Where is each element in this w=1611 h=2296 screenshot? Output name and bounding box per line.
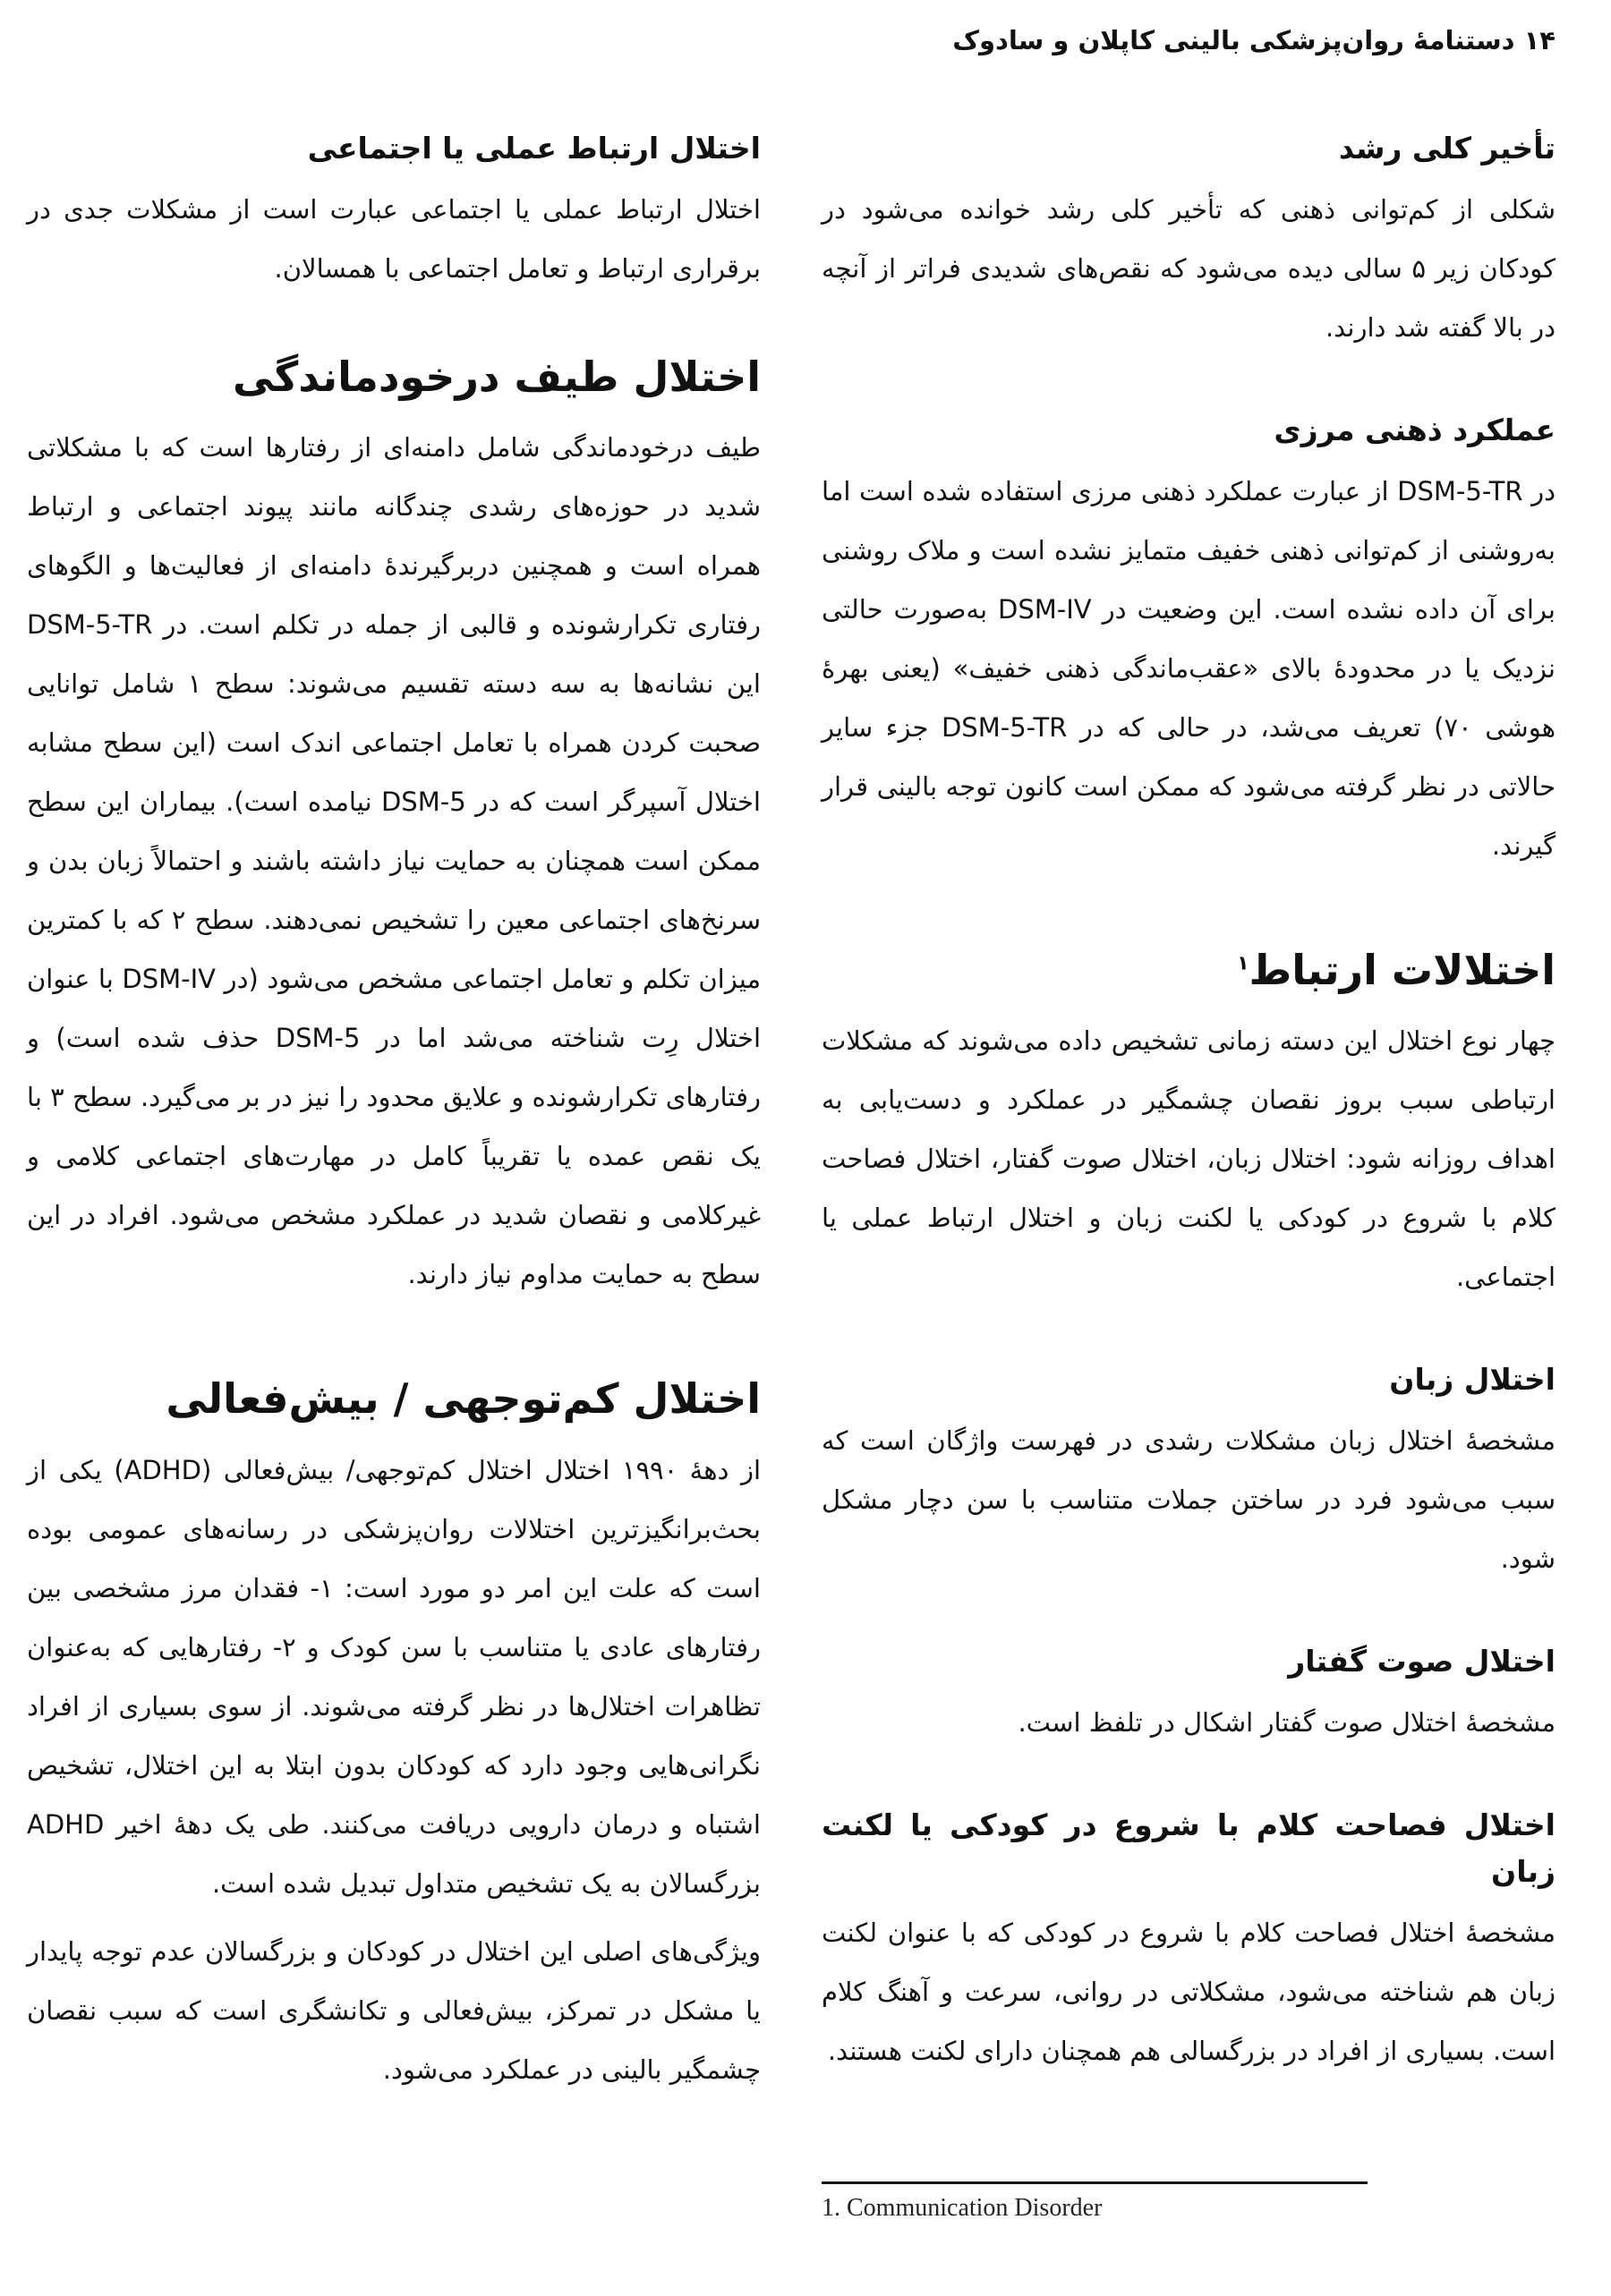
section-heading: اختلال ارتباط عملی یا اجتماعی [307, 131, 761, 166]
footnote: 1. Communication Disorder [822, 2194, 1103, 2222]
section-heading: عملکرد ذهنی مرزی [1274, 412, 1556, 447]
section-speech-sound-disorder [822, 1638, 1556, 1752]
section-main-heading: اختلال طیف درخودماندگی [232, 352, 761, 401]
section-paragraph: مشخصهٔ اختلال زبان مشکلات رشدی در فهرست واژگان است که سبب می‌شود فرد در ساختن جملات متناسب با سن دچار مشکل شود. [822, 1424, 1556, 1574]
heading-text: اختلالات ارتباط [1249, 945, 1556, 994]
section-paragraph: چهار نوع اختلال این دسته زمانی تشخیص داده می‌شوند که مشکلات ارتباطی سبب بروز نقصان چشمگیر در عملکرد و دست‌یابی به اهداف روزانه شود: اختلال زبان، اختلال صوت گفتار، اختلال فصاحت کلام با شروع در کودکی یا لکنت زبان و اختلال ارتباط عملی یا اجتماعی. [822, 1025, 1556, 1292]
section-borderline-intellectual-functioning [822, 407, 1556, 875]
section-autism-spectrum-disorder [27, 348, 761, 1304]
section-paragraph: طیف درخودماندگی شامل دامنه‌ای از رفتارها است که با مشکلاتی شدید در حوزه‌های رشدی چندگانه مانند پیوند اجتماعی و ارتباط همراه است و همچنین دربرگیرندهٔ دامنه‌ای از فعالیت‌ها و الگوهای رفتاری تکرارشونده و قالبی از جمله در تکلم است. در DSM-5-TR این نشانه‌ها به سه دسته تقسیم می‌شوند: سطح ۱ شامل توانایی صحبت کردن همراه با تعامل اجتماعی اندک است (این سطح مشابه اختلال آسپرگر است که در DSM-5 نیامده است). بیماران این سطح ممکن است همچنان به حمایت نیاز داشته باشند و احتمالاً زبان بدن و سرنخ‌های اجتماعی معین را تشخیص نمی‌دهند. سطح ۲ که با کمترین میزان تکلم و تعامل اجتماعی مشخص می‌شود (در DSM-IV با عنوان اختلال رِت شناخته می‌شد اما در DSM-5 حذف شده است) و رفتارهای تکرارشونده و علایق محدود را نیز در بر می‌گیرد. سطح ۳ با یک نقص عمده یا تقریباً کامل در مهارت‌های اجتماعی کلامی و غیرکلامی و نقصان شدید در عملکرد مشخص می‌شود. افراد در این سطح به حمایت مداوم نیاز دارند. [27, 432, 762, 1290]
section-paragraph: در DSM-5-TR از عبارت عملکرد ذهنی مرزی استفاده شده است اما به‌روشنی از کم‌توانی ذهنی خفیف متمایز نشده است و ملاک روشنی برای آن داده نشده است. این وضعیت در DSM-IV به‌صورت حالتی نزدیک یا در محدودهٔ بالای «عقب‌ماندگی ذهنی خفیف» (یعنی بهرهٔ هوشی ۷۰) تعریف می‌شد، در حالی که در DSM-5-TR جزء سایر حالاتی در نظر گرفته می‌شود که ممکن است کانون توجه بالینی قرار گیرند. [822, 475, 1556, 861]
section-paragraph: مشخصهٔ اختلال صوت گفتار اشکال در تلفظ است. [1018, 1706, 1556, 1738]
section-global-developmental-delay [822, 125, 1556, 357]
section-paragraph: ویژگی‌های اصلی این اختلال در کودکان و بزرگسالان عدم توجه پایدار یا مشکل در تمرکز، بیش‌فعالی و تکانشگری است که سبب نقصان چشمگیر بالینی در عملکرد می‌شود. [27, 1935, 761, 2085]
section-childhood-onset-fluency-disorder [822, 1802, 1556, 2081]
section-adhd [27, 1370, 761, 2098]
section-heading: تأخیر کلی رشد [1338, 131, 1556, 166]
left-column [27, 125, 761, 2149]
section-main-heading [822, 941, 1556, 999]
running-header: ۱۴ دستنامهٔ روان‌پزشکی بالینی کاپلان و سادوک [952, 25, 1556, 55]
section-heading: اختلال فصاحت کلام با شروع در کودکی یا لکنت زبان [822, 1807, 1556, 1890]
section-paragraph: از دهۀ ۱۹۹۰ اختلال اختلال کم‌توجهی/ بیش‌فعالی (ADHD) یکی از بحث‌برانگیزترین اختلالات روان‌پزشکی در رسانه‌های عمومی بوده است که علت این امر دو مورد است: ۱- فقدان مرز مشخصی بین رفتارهای عادی یا متناسب با سن کودک و ۲- رفتارهایی که به‌عنوان تظاهرات اختلال‌ها در نظر گرفته می‌شوند. از سوی بسیاری از افراد نگرانی‌هایی وجود دارد که کودکان بدون ابتلا به این اختلال، تشخیص اشتباه و درمان دارویی دریافت می‌کنند. طی یک دهۀ اخیر ADHD بزرگسالان به یک تشخیص متداول تبدیل شده است. [27, 1454, 761, 1899]
section-paragraph: مشخصهٔ اختلال فصاحت کلام با شروع در کودکی که با عنوان لکنت زبان هم شناخته می‌شود، مشکلاتی در روانی، سرعت و آهنگ کلام است. بسیاری از افراد در بزرگسالی هم همچنان دارای لکنت هستند. [822, 1918, 1556, 2067]
section-paragraph: اختلال ارتباط عملی یا اجتماعی عبارت است از مشکلات جدی در برقراری ارتباط و تعامل اجتماعی با همسالان. [27, 193, 761, 284]
footnote-rule [822, 2181, 1368, 2184]
section-language-disorder [822, 1356, 1556, 1588]
section-paragraph: شکلی از کم‌توانی ذهنی که تأخیر کلی رشد خوانده می‌شود در کودکان زیر ۵ سالی دیده می‌شود که نقص‌های شدیدی فراتر از آنچه در بالا گفته شد دارند. [822, 193, 1556, 343]
section-pragmatic-communication-disorder [27, 125, 761, 298]
section-heading: اختلال صوت گفتار [1288, 1643, 1556, 1679]
section-communication-disorders [822, 941, 1556, 1306]
section-heading: اختلال زبان [1389, 1361, 1556, 1397]
right-column [822, 125, 1556, 2130]
footnote-marker: ۱ [1237, 952, 1249, 975]
section-main-heading: اختلال کم‌توجهی / بیش‌فعالی [166, 1374, 761, 1424]
